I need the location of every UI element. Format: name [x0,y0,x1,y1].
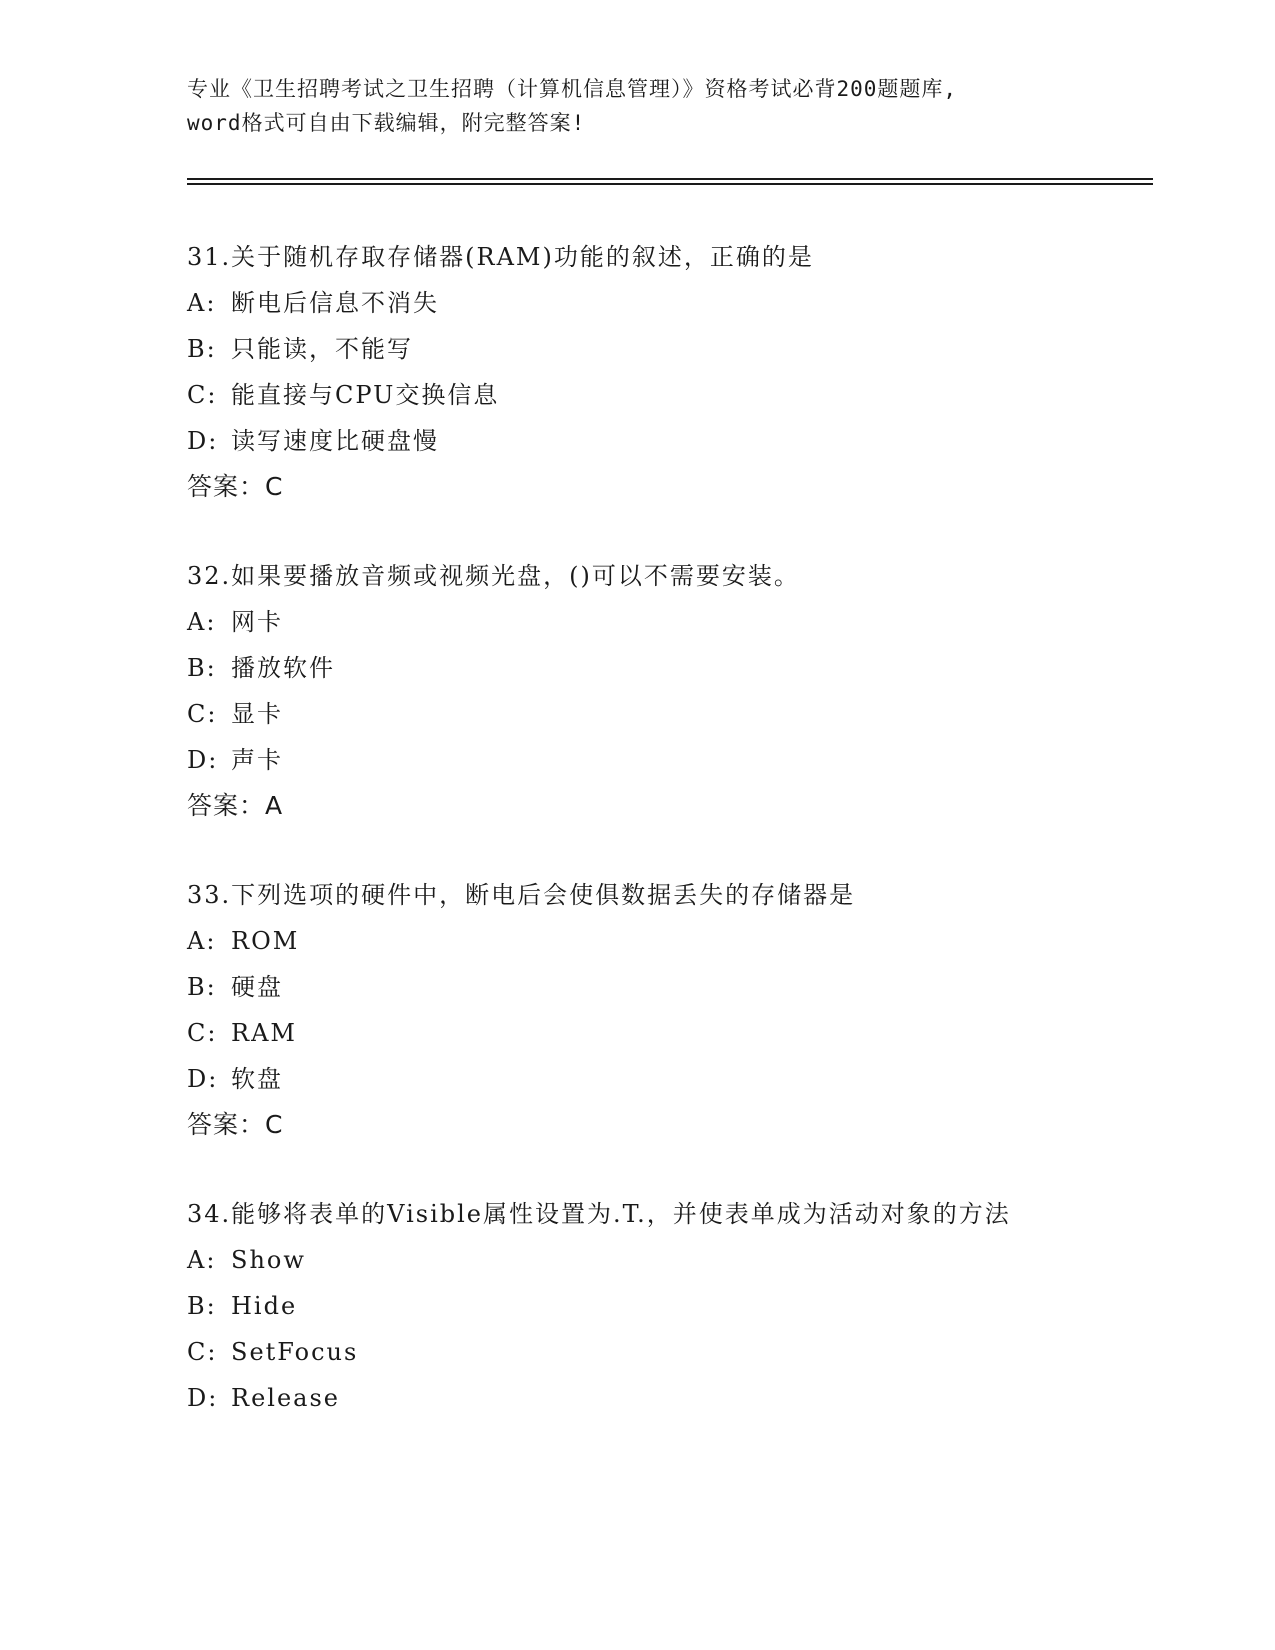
answer-text: 答案：C [187,1110,284,1139]
answer-text: 答案：A [187,791,284,820]
option-key: D: [187,1065,219,1093]
header-line-2: word格式可自由下载编辑，附完整答案! [187,111,586,135]
question-34 [187,1191,1087,1421]
option-key: C: [187,1338,218,1366]
option-text: 硬盘 [231,973,283,1001]
option-key: B: [187,973,217,1001]
option-text: 读写速度比硬盘慢 [231,427,439,455]
header-divider-top [187,178,1153,180]
option-text: 声卡 [231,746,283,774]
option-text: Hide [231,1292,298,1320]
option-text: 断电后信息不消失 [231,289,439,317]
document-header [187,72,1087,140]
option-c [187,372,1087,418]
option-b [187,1283,1087,1329]
option-text: 网卡 [231,608,283,636]
option-key: D: [187,1384,219,1412]
question-33 [187,872,1087,1148]
option-d [187,1056,1087,1102]
header-divider-bottom [187,183,1153,185]
option-key: B: [187,335,217,363]
option-key: B: [187,654,217,682]
option-text: 软盘 [231,1065,283,1093]
question-32 [187,553,1087,829]
option-text: 只能读，不能写 [231,335,413,363]
option-d [187,737,1087,783]
header-line-1: 专业《卫生招聘考试之卫生招聘（计算机信息管理）》资格考试必背200题题库, [187,77,958,101]
question-31 [187,234,1087,510]
option-b [187,645,1087,691]
option-key: A: [187,1246,217,1274]
option-key: A: [187,927,217,955]
option-text: ROM [231,927,300,955]
option-key: C: [187,381,218,409]
option-b [187,326,1087,372]
option-a [187,1237,1087,1283]
answer-text: 答案：C [187,472,284,501]
option-key: C: [187,700,218,728]
option-key: C: [187,1019,218,1047]
question-title: 32.如果要播放音频或视频光盘，()可以不需要安装。 [187,562,800,590]
option-c [187,1010,1087,1056]
option-key: A: [187,608,217,636]
option-text: RAM [231,1019,297,1047]
option-text: 显卡 [231,700,283,728]
option-d [187,418,1087,464]
option-text: 播放软件 [231,654,335,682]
question-title: 31.关于随机存取存储器(RAM)功能的叙述，正确的是 [187,243,814,271]
option-a [187,599,1087,645]
option-key: D: [187,427,219,455]
option-a [187,918,1087,964]
option-text: SetFocus [231,1338,359,1366]
option-text: 能直接与CPU交换信息 [231,381,500,409]
question-title: 33.下列选项的硬件中，断电后会使俱数据丢失的存储器是 [187,881,856,909]
option-text: Show [231,1246,306,1274]
option-key: B: [187,1292,217,1320]
option-text: Release [231,1384,340,1412]
question-title: 34.能够将表单的Visible属性设置为.T.，并使表单成为活动对象的方法 [187,1200,1011,1228]
option-d [187,1375,1087,1421]
option-c [187,691,1087,737]
option-key: A: [187,289,217,317]
option-c [187,1329,1087,1375]
option-key: D: [187,746,219,774]
option-a [187,280,1087,326]
option-b [187,964,1087,1010]
